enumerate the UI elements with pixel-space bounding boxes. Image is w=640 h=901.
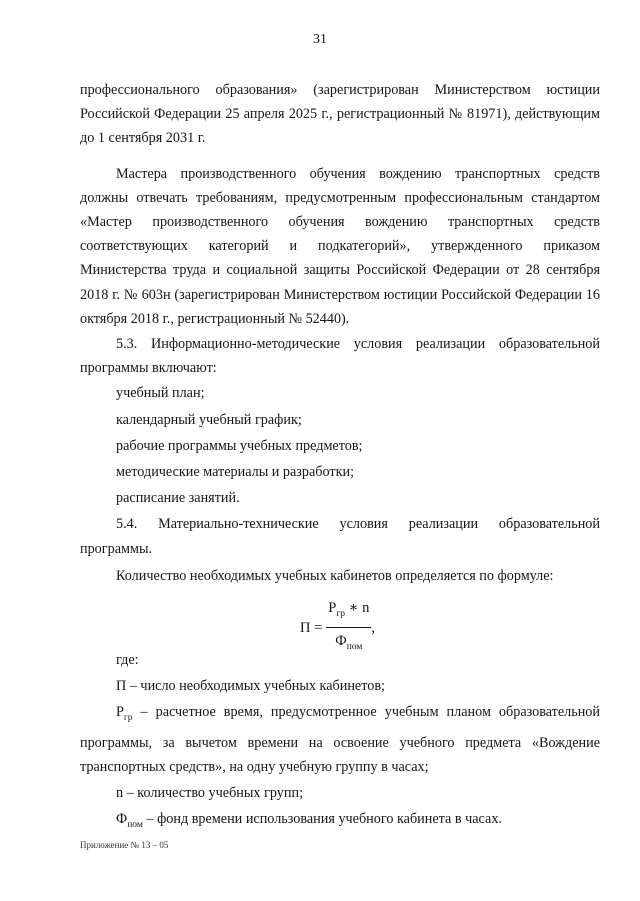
definition-n: n – количество учебных групп;	[116, 784, 304, 801]
conditions-list	[80, 381, 600, 510]
paragraph-continuation: профессионального образования» (зарегистрирован Министерством юстиции Российской Федерации 25 апреля 2025 г., регистрационный № 81971), действующим до 1 сентября 2031 г.	[80, 82, 600, 147]
formula-denominator: $Ф_{пом}$	[335, 633, 363, 653]
paragraph-formula-intro: Количество необходимых учебных кабинетов определяется по формуле:	[116, 567, 554, 584]
list-item: расписание занятий.	[116, 490, 240, 507]
definition-rgr: $Р_{гр}$ – расчетное время, предусмотренное учебным планом образовательной программы, за вычетом времени на освоение учебного предмета «Вождение транспортных средств», на одну учебную группу в часах;	[80, 704, 600, 775]
document-body	[80, 78, 600, 837]
formula-tail: ,	[371, 619, 375, 636]
list-item: календарный учебный график;	[116, 411, 302, 428]
list-item: учебный план;	[116, 385, 205, 402]
footer-appendix-label: Приложение № 13 – 05	[80, 840, 169, 850]
definition-fpom: $Ф_{пом}$ – фонд времени использования учебного кабинета в часах.	[116, 811, 502, 830]
definition-p: П – число необходимых учебных кабинетов;	[116, 678, 385, 695]
list-item: методические материалы и разработки;	[116, 464, 355, 481]
formula-numerator: $Р_{гр}$ ∗ n	[326, 596, 371, 628]
page-number: 31	[313, 32, 327, 47]
formula-fraction	[326, 596, 371, 659]
paragraph-5-4: 5.4. Материально-технические условия реализации образовательной программы.	[80, 516, 600, 557]
paragraph-masters-requirements: Мастера производственного обучения вождению транспортных средств должны отвечать требованиям, предусмотренным профессиональным стандартом «Мастер производственного обучения вождению транспортных средств соответствующих категорий и подкатегорий», утвержденного приказом Министерства труда и социальной защиты Российской Федерации от 28 сентября 2018 г. № 603н (зарегистрирован Министерством юстиции Российской Федерации 16 октября 2018 г., регистрационный № 52440).	[80, 165, 600, 327]
list-item: рабочие программы учебных предметов;	[116, 437, 363, 454]
paragraph-5-3: 5.3. Информационно-методические условия реализации образовательной программы включают:	[80, 336, 600, 377]
formula	[80, 596, 600, 653]
formula-lhs: П =	[300, 619, 323, 636]
where-label: где:	[116, 652, 139, 669]
